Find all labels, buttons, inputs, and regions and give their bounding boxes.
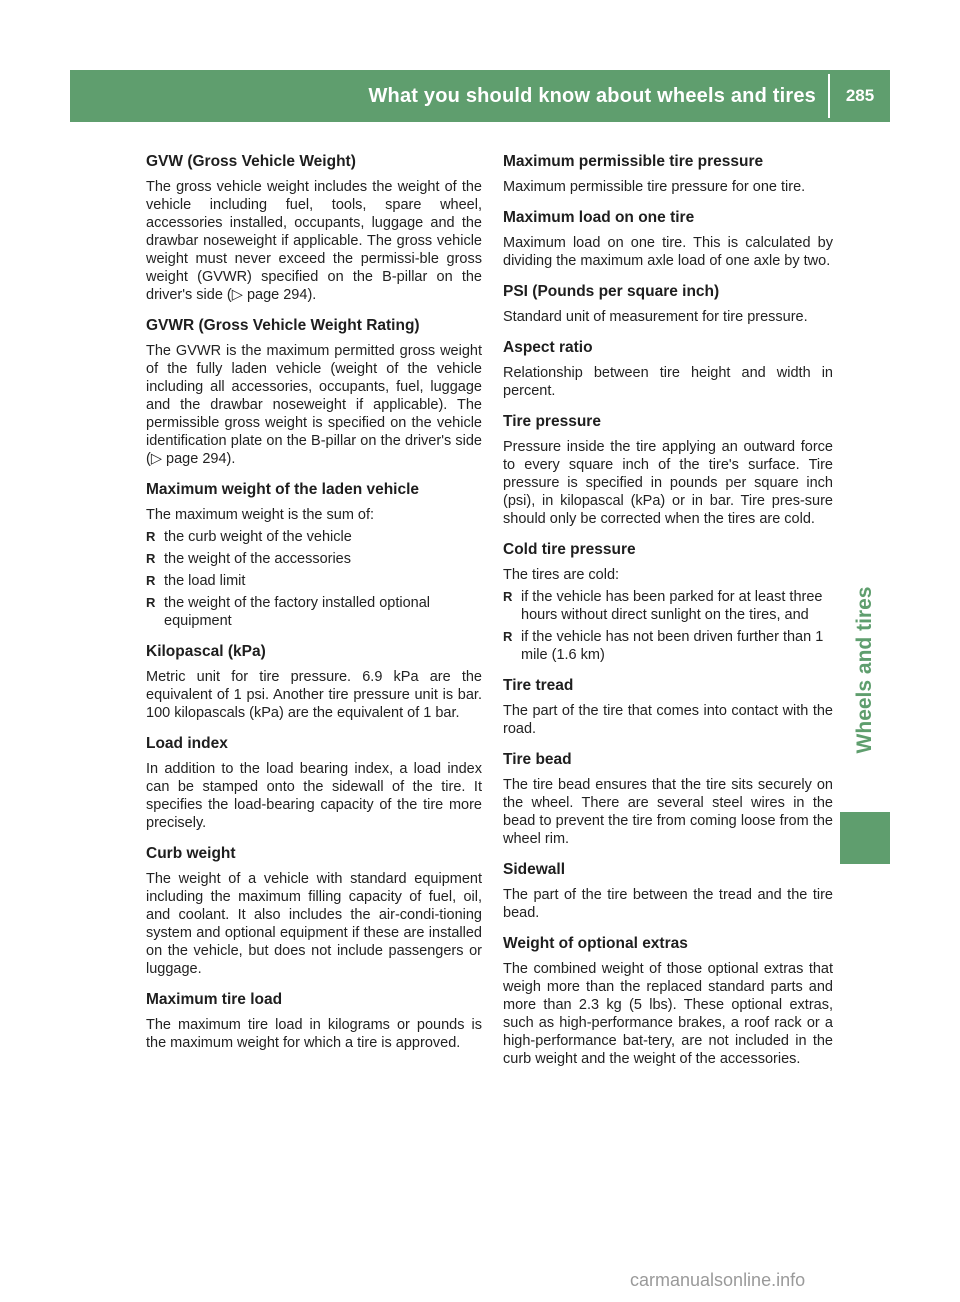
glossary-entry	[503, 282, 833, 326]
entry-text-body: The tire bead ensures that the tire sits securely on the wheel. There are several steel wires in the bead to prevent the tire from coming loose from the wheel rim.	[503, 777, 833, 847]
entry-text	[146, 668, 482, 722]
entry-title: Cold tire pressure	[503, 541, 636, 558]
glossary-entry	[146, 844, 482, 978]
glossary-entry	[146, 316, 482, 468]
entry-text-body: Maximum permissible tire pressure for one tire.	[503, 179, 806, 195]
bullet-item: R the load limit	[146, 572, 482, 590]
glossary-entry	[146, 642, 482, 722]
entry-text	[503, 438, 833, 528]
bullet-item: R the weight of the accessories	[146, 550, 482, 568]
left-column	[146, 152, 482, 1064]
bullet-item: R the curb weight of the vehicle	[146, 528, 482, 546]
entry-text	[146, 342, 482, 468]
entry-text	[503, 776, 833, 848]
glossary-entry	[503, 540, 833, 664]
bullet-list	[146, 528, 482, 630]
entry-text	[503, 960, 833, 1068]
entry-text	[503, 364, 833, 400]
entry-title: Maximum weight of the laden vehicle	[146, 481, 420, 498]
entry-text	[146, 760, 482, 832]
arrow-right-icon: ▷	[231, 287, 247, 303]
entry-text-tail: ).	[226, 451, 236, 467]
bullet-item: R the weight of the factory installed optional equipment	[146, 594, 482, 630]
glossary-entry	[503, 152, 833, 196]
side-tab	[840, 560, 890, 780]
entry-title: Curb weight	[146, 845, 236, 862]
page-number: 285	[845, 86, 875, 105]
entry-text-body: The gross vehicle weight includes the weight of the vehicle including fuel, tools, spare wheel, accessories installed, occupants, luggage and the drawbar noseweight if applicable. The gross vehicle weight must never exceed the permissi-ble gross weight (GVWR) specified on the B-pillar on the driver's side (	[146, 179, 482, 303]
entry-text	[503, 886, 833, 922]
glossary-entry	[146, 990, 482, 1052]
entry-text	[146, 1016, 482, 1052]
glossary-entry	[503, 676, 833, 738]
entry-text-body: Relationship between tire height and width in percent.	[503, 365, 833, 399]
glossary-entry	[503, 750, 833, 848]
glossary-entry	[503, 208, 833, 270]
entry-text	[503, 566, 833, 584]
entry-title: Tire pressure	[503, 413, 601, 430]
glossary-entry	[146, 734, 482, 832]
entry-title: GVWR (Gross Vehicle Weight Rating)	[146, 317, 420, 334]
arrow-right-icon: ▷	[150, 451, 167, 467]
entry-text-body: The part of the tire between the tread and the tire bead.	[503, 887, 833, 921]
page-reference-text: page 294	[166, 451, 227, 467]
entry-title: Aspect ratio	[503, 339, 593, 356]
entry-title: Maximum permissible tire pressure	[503, 153, 764, 170]
glossary-entry	[503, 860, 833, 922]
entry-text	[146, 870, 482, 978]
entry-text-body: The GVWR is the maximum permitted gross weight of the fully laden vehicle (weight of the vehicle including all accessories, occupants, fuel, luggage and the drawbar noseweight if applicable). The permissible gross weight is specified on the vehicle identification plate on the B-pillar on the driver's side (	[146, 343, 482, 467]
entry-text	[146, 506, 482, 524]
page-reference-link[interactable]	[151, 451, 227, 467]
glossary-entry	[503, 412, 833, 528]
entry-text	[503, 234, 833, 270]
entry-text-body: The part of the tire that comes into contact with the road.	[503, 703, 833, 737]
entry-title: PSI (Pounds per square inch)	[503, 283, 720, 300]
entry-title: Kilopascal (kPa)	[146, 643, 266, 660]
entry-text	[503, 178, 833, 196]
entry-text-body: Standard unit of measurement for tire pressure.	[503, 309, 808, 325]
bullet-item: R if the vehicle has not been driven further than 1 mile (1.6 km)	[503, 628, 833, 664]
page-header-title: What you should know about wheels and tires	[368, 85, 816, 107]
entry-text	[503, 308, 833, 326]
entry-text-body: The maximum weight is the sum of:	[146, 507, 375, 523]
entry-text-body: Maximum load on one tire. This is calculated by dividing the maximum axle load of one axle by two.	[503, 235, 833, 269]
entry-text-body: The tires are cold:	[503, 567, 620, 583]
entry-text	[503, 702, 833, 738]
bullet-list	[503, 588, 833, 664]
bullet-item: R if the vehicle has been parked for at least three hours without direct sunlight on the tires, and	[503, 588, 833, 624]
entry-title: Maximum load on one tire	[503, 209, 695, 226]
entry-text-body: The combined weight of those optional extras that weigh more than the replaced standard parts and more than 2.3 kg (5 lbs). These optional extras, such as high-performance brakes, a roof rack or a high-performance bat-tery, are not included in the curb weight and the weight of the accessories.	[503, 961, 833, 1067]
entry-title: Load index	[146, 735, 228, 752]
glossary-entry	[503, 934, 833, 1068]
watermark: carmanualsonline.info	[630, 1270, 806, 1290]
entry-text-body: The weight of a vehicle with standard equipment including the maximum filling capacity of fuel, oil, and coolant. It also includes the air-condi-tioning system and optional equipment if these are installed on the vehicle, but does not include passengers or luggage.	[146, 871, 482, 977]
entry-title: Tire bead	[503, 751, 572, 768]
entry-title: Sidewall	[503, 861, 566, 878]
entry-text-body: Metric unit for tire pressure. 6.9 kPa are the equivalent of 1 psi. Another tire pressure unit is bar. 100 kilopascals (kPa) are the equivalent of 1 bar.	[146, 669, 482, 721]
page-reference-text: page 294	[246, 287, 308, 303]
entry-title: Maximum tire load	[146, 991, 283, 1008]
entry-title: Tire tread	[503, 677, 574, 694]
entry-title: GVW (Gross Vehicle Weight)	[146, 153, 356, 170]
entry-text-body: In addition to the load bearing index, a load index can be stamped onto the sidewall of the tire. It specifies the load-bearing capacity of the tire more precisely.	[146, 761, 482, 831]
glossary-entry	[146, 480, 482, 630]
entry-text-tail: ).	[307, 287, 317, 303]
entry-text	[146, 178, 482, 304]
page-reference-link[interactable]	[232, 287, 308, 303]
entry-text-body: Pressure inside the tire applying an outward force to every square inch of the tire's surface. Tire pressure is specified in pounds per square inch (psi), in kilopascal (kPa) or in bar. Tire pres-sure should only be corrected when the tires are cold.	[503, 439, 833, 527]
side-marker-block	[840, 812, 890, 864]
glossary-entry	[503, 338, 833, 400]
entry-text-body: The maximum tire load in kilograms or pounds is the maximum weight for which a tire is approved.	[146, 1017, 482, 1051]
glossary-entry	[146, 152, 482, 304]
side-tab-label: Wheels and tires	[853, 586, 876, 754]
entry-title: Weight of optional extras	[503, 935, 688, 952]
right-column	[503, 152, 833, 1080]
